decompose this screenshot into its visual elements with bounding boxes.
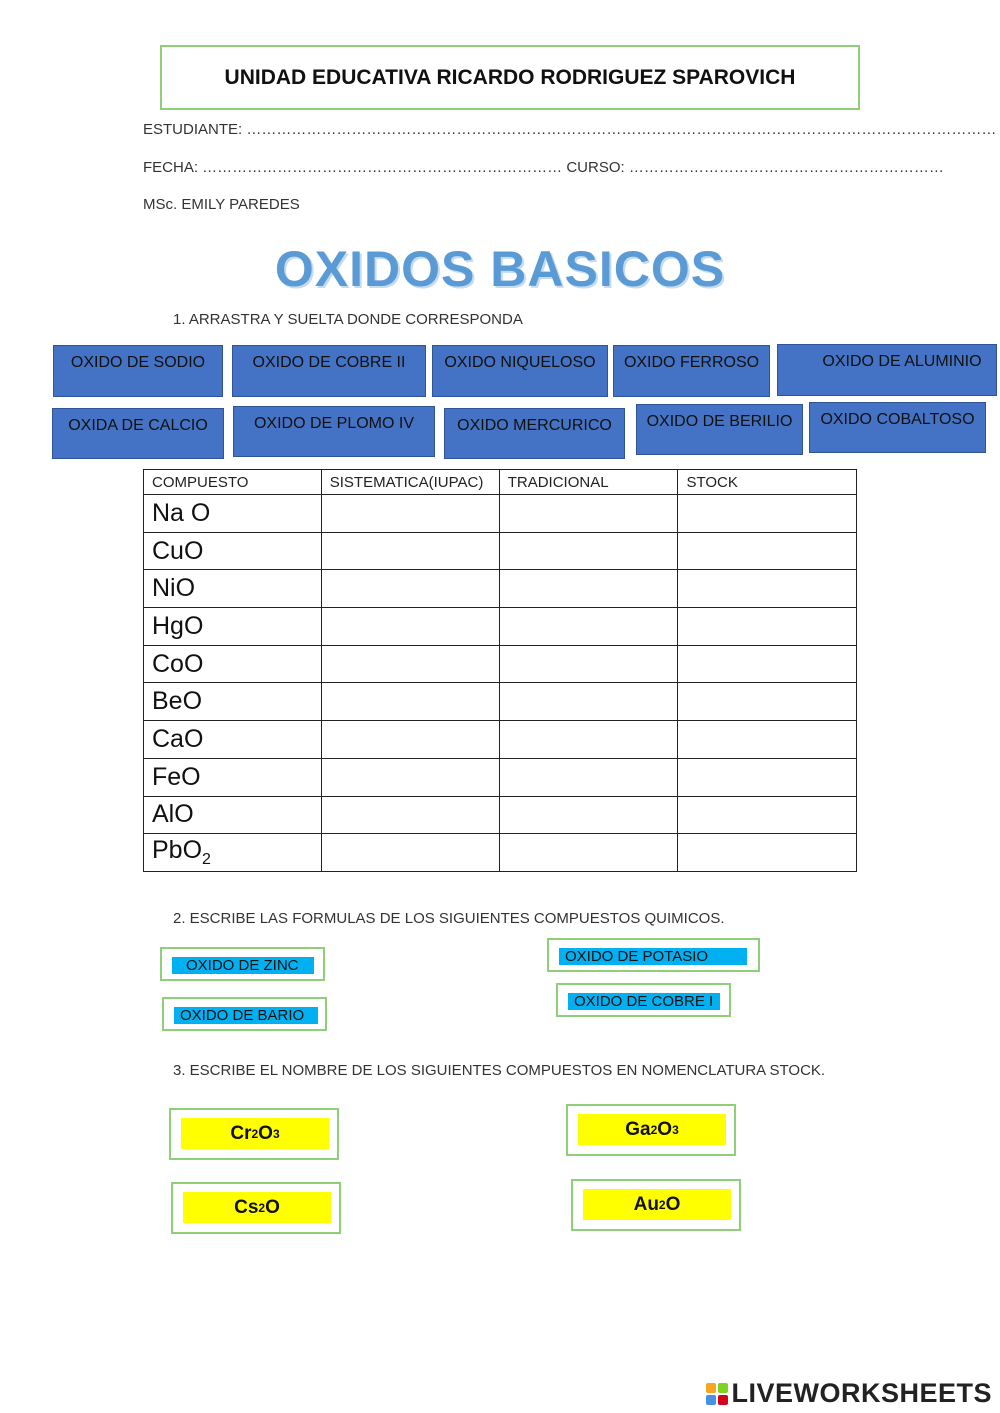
- formula-cell: AlO: [144, 796, 322, 834]
- drop-zone-sistematica[interactable]: [321, 532, 499, 570]
- drop-zone-tradicional[interactable]: [499, 608, 678, 646]
- subscript: 3: [672, 1122, 679, 1137]
- stock-name-input-box[interactable]: [171, 1182, 341, 1234]
- date-course-line: FECHA: ……………………………………………………………… CURSO: ………………………………………………………: [143, 159, 944, 176]
- school-name: UNIDAD EDUCATIVA RICARDO RODRIGUEZ SPAROVICH: [160, 45, 860, 110]
- drop-zone-stock[interactable]: [678, 796, 857, 834]
- header-compuesto: COMPUESTO: [144, 470, 322, 495]
- drag-chip-oxido-ferroso[interactable]: OXIDO FERROSO: [613, 345, 770, 397]
- logo-square: [718, 1383, 728, 1393]
- element-symbol: Ga: [625, 1118, 651, 1140]
- compound-label: OXIDO DE ZINC: [172, 957, 314, 974]
- formula-cell: CuO: [144, 532, 322, 570]
- drop-zone-sistematica[interactable]: [321, 758, 499, 796]
- element-symbol: O: [258, 1122, 273, 1144]
- liveworksheets-logo: [706, 1378, 992, 1409]
- formula-subscript: 2: [202, 851, 211, 869]
- instruction-1: 1. ARRASTRA Y SUELTA DONDE CORRESPONDA: [173, 311, 523, 328]
- drop-zone-stock[interactable]: [678, 570, 857, 608]
- drop-zone-sistematica[interactable]: [321, 495, 499, 533]
- logo-square: [706, 1383, 716, 1393]
- compound-label: OXIDO DE POTASIO: [559, 948, 747, 965]
- drop-zone-sistematica[interactable]: [321, 570, 499, 608]
- drop-zone-tradicional[interactable]: [499, 721, 678, 759]
- answer-table: [143, 469, 857, 872]
- compound-formula: [183, 1192, 331, 1223]
- subscript: 2: [258, 1200, 266, 1215]
- drop-zone-stock[interactable]: [678, 721, 857, 759]
- table-header-row: [144, 470, 857, 495]
- formula-cell: CaO: [144, 721, 322, 759]
- drop-zone-tradicional[interactable]: [499, 495, 678, 533]
- element-symbol: Au: [633, 1193, 659, 1215]
- element-symbol: Cr: [230, 1122, 252, 1144]
- subscript: 2: [251, 1126, 259, 1141]
- drop-zone-stock[interactable]: [678, 683, 857, 721]
- drop-zone-sistematica[interactable]: [321, 608, 499, 646]
- drag-chip-oxido-de-aluminio[interactable]: OXIDO DE ALUMINIO: [777, 344, 997, 396]
- drop-zone-stock[interactable]: [678, 608, 857, 646]
- compound-label: OXIDO DE COBRE I: [568, 993, 720, 1010]
- formula-cell: CoO: [144, 645, 322, 683]
- drop-zone-stock[interactable]: [678, 532, 857, 570]
- drop-zone-tradicional[interactable]: [499, 645, 678, 683]
- table-row: [144, 834, 857, 872]
- drag-chip-oxido-de-cobre-ii[interactable]: OXIDO DE COBRE II: [232, 345, 426, 397]
- formula-cell: HgO: [144, 608, 322, 646]
- formula-input-box[interactable]: [547, 938, 760, 972]
- compound-label: OXIDO DE BARIO: [174, 1007, 318, 1024]
- drop-zone-tradicional[interactable]: [499, 683, 678, 721]
- formula-input-box[interactable]: [556, 983, 731, 1017]
- drop-zone-stock[interactable]: [678, 834, 857, 872]
- student-line: ESTUDIANTE: ……………………………………………………………………………………………………………………………………: [143, 121, 997, 138]
- logo-square: [706, 1395, 716, 1405]
- drop-zone-tradicional[interactable]: [499, 570, 678, 608]
- element-symbol: O: [665, 1193, 681, 1215]
- logo-text: LIVEWORKSHEETS: [731, 1378, 992, 1408]
- table-row: [144, 495, 857, 533]
- formula-cell: BeO: [144, 683, 322, 721]
- drag-chip-oxido-de-sodio[interactable]: OXIDO DE SODIO: [53, 345, 223, 397]
- drag-chip-oxido-mercurico[interactable]: OXIDO MERCURICO: [444, 408, 625, 459]
- stock-name-input-box[interactable]: [571, 1179, 741, 1231]
- formula-input-box[interactable]: [160, 947, 325, 981]
- compound-formula: [578, 1114, 726, 1145]
- drag-chip-oxido-cobaltoso[interactable]: OXIDO COBALTOSO: [809, 402, 986, 453]
- table-row: [144, 721, 857, 759]
- table-row: [144, 758, 857, 796]
- header-tradicional: TRADICIONAL: [499, 470, 678, 495]
- drop-zone-sistematica[interactable]: [321, 721, 499, 759]
- subscript: 2: [650, 1122, 658, 1137]
- formula-cell: [144, 834, 322, 872]
- teacher-name: MSc. EMILY PAREDES: [143, 196, 300, 213]
- logo-square: [718, 1395, 728, 1405]
- formula-input-box[interactable]: [162, 997, 327, 1031]
- drag-chip-oxido-de-berilio[interactable]: OXIDO DE BERILIO: [636, 404, 803, 455]
- table-row: [144, 570, 857, 608]
- stock-name-input-box[interactable]: [169, 1108, 339, 1160]
- element-symbol: O: [265, 1196, 280, 1218]
- subscript: 2: [658, 1197, 666, 1212]
- logo-mark-icon: [706, 1383, 728, 1405]
- table-row: [144, 608, 857, 646]
- drop-zone-sistematica[interactable]: [321, 796, 499, 834]
- drag-chip-oxida-de-calcio[interactable]: OXIDA DE CALCIO: [52, 408, 224, 459]
- table-row: [144, 683, 857, 721]
- formula-cell: Na O: [144, 495, 322, 533]
- drop-zone-stock[interactable]: [678, 495, 857, 533]
- table-row: [144, 532, 857, 570]
- drop-zone-tradicional[interactable]: [499, 758, 678, 796]
- header-stock: STOCK: [678, 470, 857, 495]
- drag-chip-oxido-niqueloso[interactable]: OXIDO NIQUELOSO: [432, 345, 608, 397]
- drop-zone-tradicional[interactable]: [499, 834, 678, 872]
- drag-chip-oxido-de-plomo-iv[interactable]: OXIDO DE PLOMO IV: [233, 406, 435, 457]
- formula-cell: NiO: [144, 570, 322, 608]
- instruction-3: 3. ESCRIBE EL NOMBRE DE LOS SIGUIENTES COMPUESTOS EN NOMENCLATURA STOCK.: [173, 1062, 826, 1079]
- worksheet-title: OXIDOS BASICOS: [274, 241, 726, 297]
- header-sistematica: SISTEMATICA(IUPAC): [321, 470, 499, 495]
- table-row: [144, 796, 857, 834]
- formula-cell: FeO: [144, 758, 322, 796]
- element-symbol: Cs: [234, 1196, 259, 1218]
- drop-zone-stock[interactable]: [678, 645, 857, 683]
- drop-zone-sistematica[interactable]: [321, 683, 499, 721]
- drop-zone-tradicional[interactable]: [499, 532, 678, 570]
- table-row: [144, 645, 857, 683]
- drop-zone-tradicional[interactable]: [499, 796, 678, 834]
- drop-zone-stock[interactable]: [678, 758, 857, 796]
- drop-zone-sistematica[interactable]: [321, 834, 499, 872]
- compound-formula: [583, 1189, 731, 1220]
- formula-text: PbO: [152, 836, 203, 865]
- subscript: 3: [272, 1126, 280, 1141]
- compound-formula: [181, 1118, 329, 1149]
- element-symbol: O: [657, 1118, 673, 1140]
- drop-zone-sistematica[interactable]: [321, 645, 499, 683]
- instruction-2: 2. ESCRIBE LAS FORMULAS DE LOS SIGUIENTES COMPUESTOS QUIMICOS.: [173, 910, 725, 927]
- stock-name-input-box[interactable]: [566, 1104, 736, 1156]
